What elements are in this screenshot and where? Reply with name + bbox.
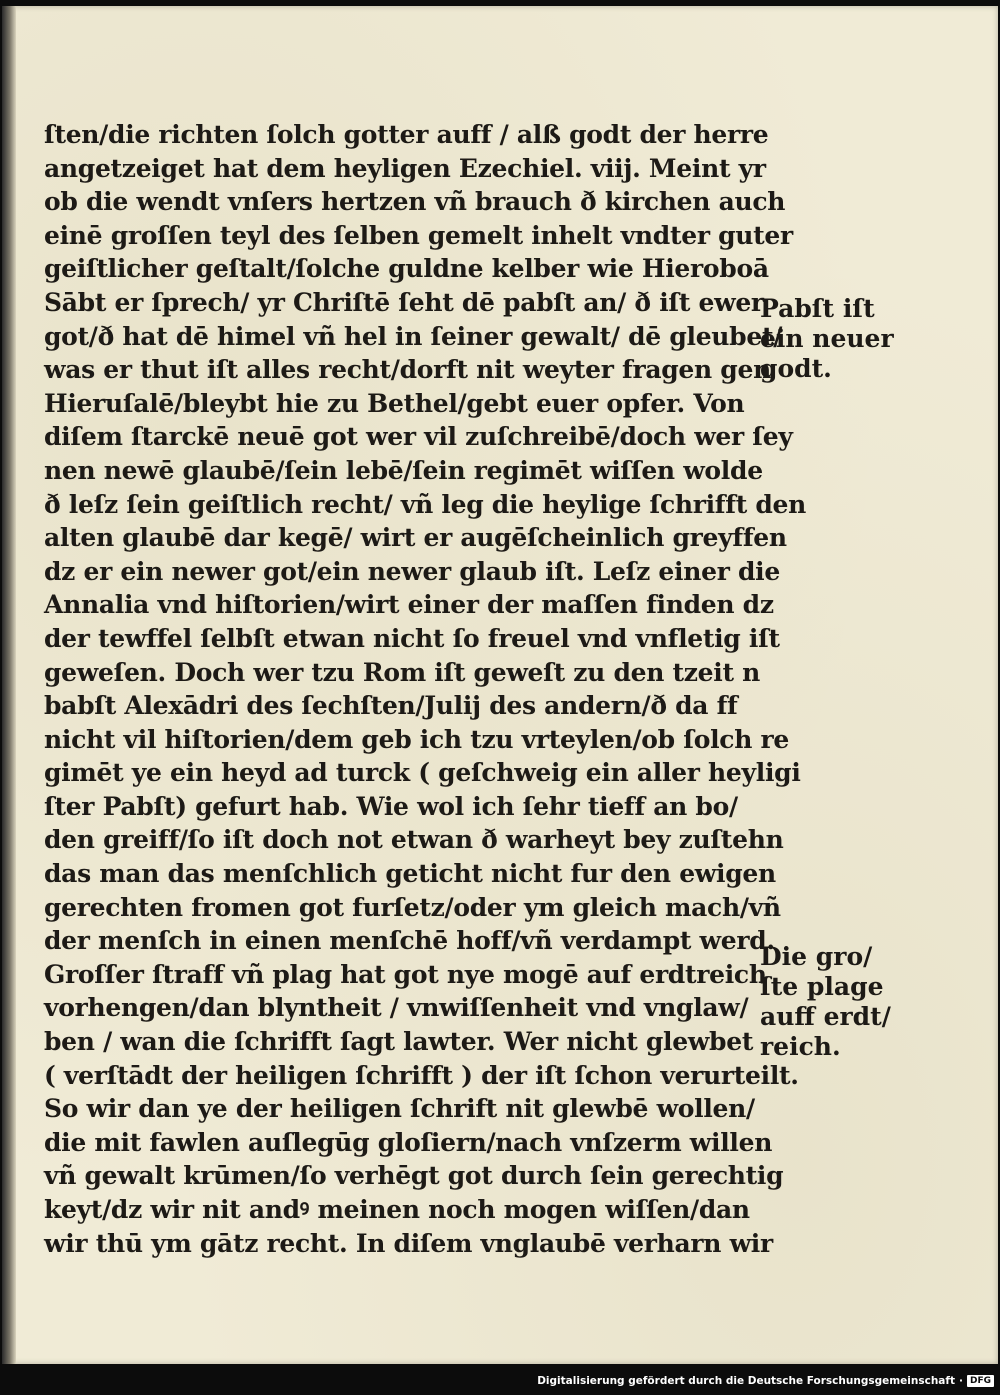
text-line: ſten/die richten ſolch gotter auff / alß godt der herre [44,120,769,149]
credit-text: Digitalisierung gefördert durch die Deutsche Forschungsgemeinschaft [537,1375,955,1387]
text-line: So wir dan ye der heiligen ſchrift nit glewbē wollen/ [44,1094,755,1124]
text-line: ob die wendt vnſers hertzen vñ brauch ð kirchen auch [44,187,786,217]
text-line: dz er ein newer got/ein newer glaub iſt. Leſz einer die [44,556,780,586]
separator-dot: · [958,1375,963,1387]
text-line: den greiff/ſo iſt doch not etwan ð warheyt bey zuſtehn [44,825,784,855]
text-line: die mit fawlen auſlegūg gloſiern/nach vnſzerm willen [44,1127,773,1157]
margin-note-line: ſte plage [760,972,884,1001]
text-line: geiſtlicher geſtalt/ſolche guldne kelber wie Hieroboā [44,254,769,284]
text-line: alten glaubē dar kegē/ wirt er augēſcheinlich greyffen [44,523,787,553]
book-page [2,6,998,1364]
margin-note-line: Pabſt iſt [760,294,875,323]
text-line: der tewffel ſelbſt etwan nicht ſo freuel vnd vnfletig iſt [44,623,780,653]
text-line: gerechten fromen got furſetz/oder ym gleich mach/vñ [44,892,781,922]
text-line: keyt/dz wir nit andꝰ meinen noch mogen wiſſen/dan [44,1195,750,1224]
text-line: der menſch in einen menſchē hoff/vñ verdampt werd. [44,926,775,956]
text-line: nen newē glaubē/ſein lebē/ſein regimēt wiſſen wolde [44,455,763,485]
text-line: geweſen. Doch wer tzu Rom iſt geweſt zu den tzeit n [44,657,760,687]
text-line: was er thut iſt alles recht/dorft nit weyter fragen gen [44,355,771,385]
margin-note-pope [760,294,910,384]
margin-note-plague [760,942,910,1062]
text-line: ( verſtādt der heiligen ſchrifft ) der iſt ſchon verurteilt. [44,1060,799,1090]
text-line: diſem ſtarckē neuē got wer vil zuſchreibē/doch wer ſey [44,422,793,452]
text-line: das man das menſchlich geticht nicht fur den ewigen [44,859,776,889]
margin-note-line: ein neuer [760,324,894,353]
dfg-logo: DFG [967,1375,994,1387]
text-line: vñ gewalt krūmen/ſo verhēgt got durch ſein gerechtig [44,1161,784,1191]
text-line: wir thū ym gātz recht. In diſem vnglaubē verharn wir [44,1228,773,1258]
text-line: Annalia vnd hiſtorien/wirt einer der maſſen finden dz [44,590,774,620]
text-line: babſt Alexādri des ſechſten/Julij des andern/ð da ff [44,691,738,721]
text-line: Sābt er ſprech/ yr Chriſtē ſeht dē pabſt an/ ð iſt ewer [44,287,764,317]
page-binding-edge [2,6,16,1364]
text-line: ben / wan die ſchrifft ſagt lawter. Wer nicht glewbet [44,1027,754,1057]
text-line: Groſſer ſtraff vñ plag hat got nye mogē auf erdtreich [44,959,767,989]
body-text-block [44,118,807,1260]
text-line: einē groſſen teyl des ſelben gemelt inhelt vndter guter [44,220,793,250]
text-line: ſter Pabſt) gefurt hab. Wie wol ich ſehr tieff an bo/ [44,791,738,821]
text-line: angetzeiget hat dem heyligen Ezechiel. viij. Meint yr [44,153,766,183]
text-line: nicht vil hiſtorien/dem geb ich tzu vrteylen/ob ſolch re [44,724,789,754]
digitization-credit [537,1373,994,1389]
text-line: Hieruſalē/bleybt hie zu Bethel/gebt euer opfer. Von [44,388,745,418]
text-line: ð leſz ſein geiſtlich recht/ vñ leg die heylige ſchrifft den [44,489,807,519]
margin-note-line: reich. [760,1032,841,1061]
text-line: vorhengen/dan blyntheit / vnwiſſenheit vnd vnglaw/ [44,993,749,1023]
text-line: got/ð hat dē himel vñ hel in ſeiner gewalt/ dē gleubet/ [44,321,783,351]
margin-note-line: godt. [760,354,832,383]
margin-note-line: auff erdt/ [760,1002,891,1031]
text-line: gimēt ye ein heyd ad turck ( geſchweig ein aller heyligi [44,758,801,788]
margin-note-line: Die gro/ [760,942,873,971]
